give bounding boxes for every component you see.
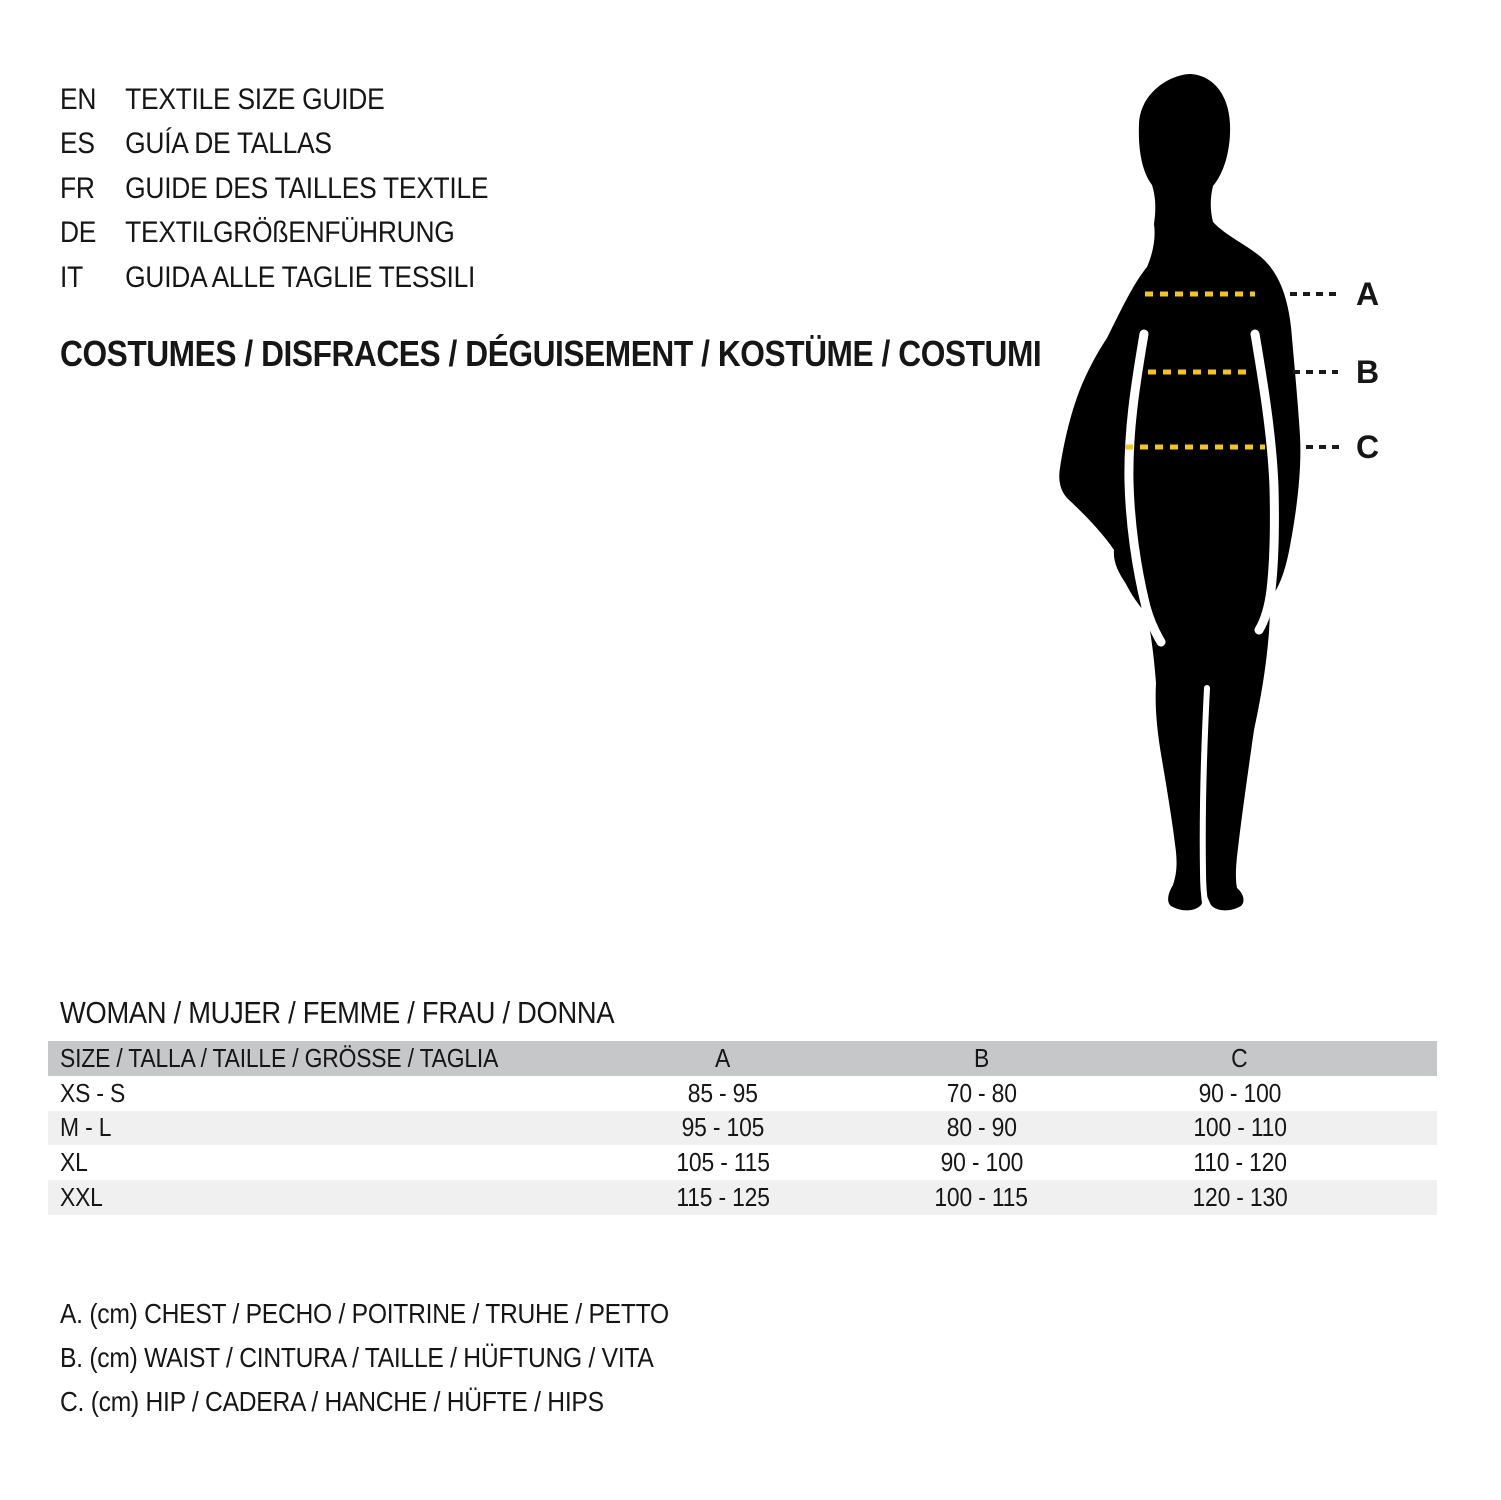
hip-cell-text: 90 - 100 [1198,1077,1282,1108]
language-code-es: ES [60,127,95,161]
silhouette-body [1059,74,1300,910]
hip-cell [1111,1076,1369,1111]
hip-cell [1111,1145,1369,1180]
legend-line-chest: A. (cm) CHEST / PECHO / POITRINE / TRUHE / PETTO [60,1298,669,1329]
col-header-size-text: SIZE / TALLA / TAILLE / GRÖSSE / TAGLIA [60,1042,499,1073]
waist-cell-text: 100 - 115 [934,1182,1029,1213]
hip-cell-text: 100 - 110 [1193,1112,1287,1143]
size-cell-text: XS - S [60,1077,126,1108]
waist-cell-text: 90 - 100 [940,1147,1023,1178]
waist-cell [852,1180,1110,1215]
legend-line-waist: B. (cm) WAIST / CINTURA / TAILLE / HÜFTUNG / VITA [60,1342,654,1373]
col-header-c-text: C [1231,1042,1248,1073]
size-cell-text: M - L [60,1112,112,1143]
language-row-es [60,122,488,166]
legend-line-hip: C. (cm) HIP / CADERA / HANCHE / HÜFTE / HIPS [60,1386,604,1417]
language-list [60,78,488,300]
chest-cell [594,1145,852,1180]
spacer-cell [1369,1180,1437,1215]
waist-cell-text: 80 - 90 [946,1112,1017,1143]
language-label-it: GUIDA ALLE TAGLIE TESSILI [125,260,476,294]
size-row-xl [48,1145,1437,1180]
waist-cell [852,1145,1110,1180]
chest-cell [594,1076,852,1111]
waist-cell [852,1076,1110,1111]
size-cell [48,1076,594,1111]
spacer-cell [1369,1111,1437,1146]
section-heading-woman: WOMAN / MUJER / FEMME / FRAU / DONNA [60,995,615,1030]
language-code-fr: FR [60,171,95,205]
language-label-es: GUÍA DE TALLAS [125,127,332,161]
spacer-cell [1369,1076,1437,1111]
language-row-en [60,78,488,122]
col-header-b [852,1041,1110,1076]
col-header-b-text: B [973,1042,989,1073]
language-label-de: TEXTILGRÖßENFÜHRUNG [125,216,455,250]
chest-cell-text: 105 - 115 [676,1147,770,1178]
col-header-a-text: A [715,1042,731,1073]
size-table [48,1041,1437,1215]
spacer-cell [1369,1041,1437,1076]
chest-cell-text: 85 - 95 [688,1077,759,1108]
size-row-m-l [48,1111,1437,1146]
size-cell [48,1111,594,1146]
woman-silhouette-figure [1040,72,1350,912]
language-row-de [60,211,488,255]
hip-cell [1111,1180,1369,1215]
category-title: COSTUMES / DISFRACES / DÉGUISEMENT / KOSTÜME / COSTUMI [60,333,1042,374]
measurement-legend [60,1292,669,1424]
size-cell [48,1180,594,1215]
marker-label-chest: A [1356,276,1380,312]
chest-cell [594,1180,852,1215]
language-row-it [60,256,488,300]
col-header-c [1111,1041,1369,1076]
col-header-size [48,1041,594,1076]
waist-cell [852,1111,1110,1146]
chest-cell-text: 115 - 125 [676,1182,770,1213]
hip-cell [1111,1111,1369,1146]
size-cell-text: XXL [60,1182,103,1213]
size-cell-text: XL [60,1147,88,1178]
language-label-fr: GUIDE DES TAILLES TEXTILE [125,171,489,205]
language-code-it: IT [60,260,83,294]
language-row-fr [60,167,488,211]
language-code-en: EN [60,83,97,116]
size-row-xs-s [48,1076,1437,1111]
size-table-header-row [48,1041,1437,1076]
language-label-en: TEXTILE SIZE GUIDE [125,83,385,116]
col-header-a [594,1041,852,1076]
spacer-cell [1369,1145,1437,1180]
chest-cell [594,1111,852,1146]
size-cell [48,1145,594,1180]
size-row-xxl [48,1180,1437,1215]
marker-label-waist: B [1356,354,1380,390]
hip-cell-text: 110 - 120 [1193,1147,1287,1178]
chest-cell-text: 95 - 105 [681,1112,765,1143]
marker-label-hip: C [1356,429,1380,465]
hip-cell-text: 120 - 130 [1192,1182,1288,1213]
waist-cell-text: 70 - 80 [946,1077,1017,1108]
language-code-de: DE [60,216,97,250]
